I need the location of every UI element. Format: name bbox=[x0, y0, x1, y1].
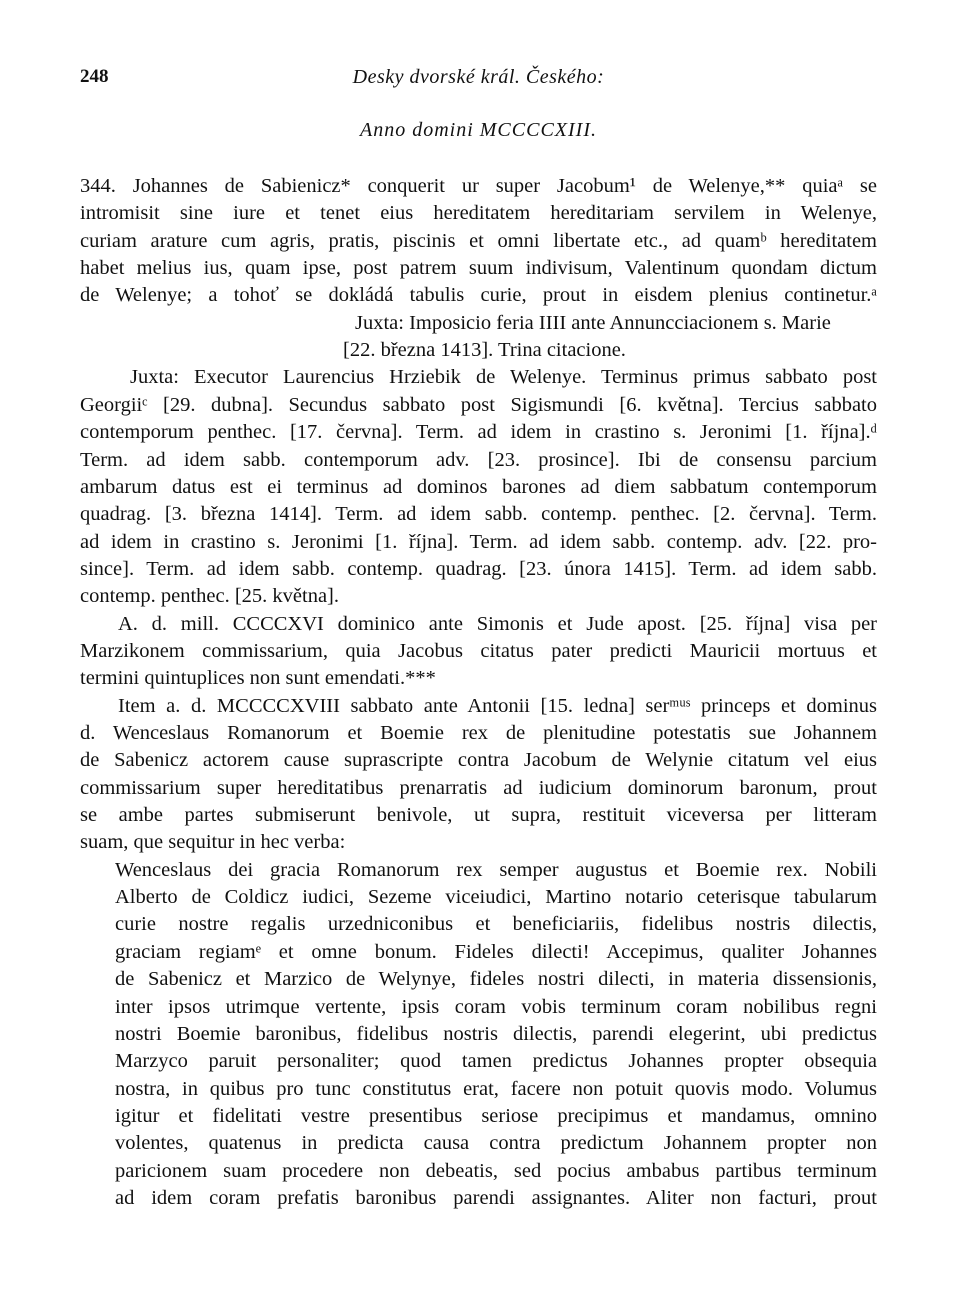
text-line: curiam arature cum agris, pratis, piscinis et omni libertate etc., ad quamᵇ hereditatem bbox=[80, 229, 877, 252]
running-title: Desky dvorské král. Českého: bbox=[352, 66, 605, 88]
text-line: igitur et fidelitati vestre presentibus seriose precipimus et mandamus, omnino bbox=[115, 1104, 877, 1127]
text-line: [22. března 1413]. Trina citacione. bbox=[343, 339, 626, 362]
text-line: paricionem suam procedere non debeatis, sed pocius ambabus partibus terminum bbox=[115, 1159, 877, 1182]
year-heading: Anno domini MCCCCXIII. bbox=[360, 119, 597, 141]
text-line: de Welenye; a tohoť se dokládá tabulis curie, prout in eisdem plenius continetur.ᵃ bbox=[80, 284, 877, 307]
text-line: intromisit sine iure et tenet eius hereditatem hereditariam servilem in Welenye, bbox=[80, 202, 877, 225]
text-line: Term. ad idem sabb. contemporum adv. [23. prosince]. Ibi de consensu parcium bbox=[80, 448, 877, 471]
text-line: since]. Term. ad idem sabb. contemp. quadrag. [23. února 1415]. Term. ad idem sabb. bbox=[80, 557, 877, 580]
text-line: inter ipsos utrimque vertente, ipsis coram vobis terminum coram nobilibus regni bbox=[115, 995, 877, 1018]
text-line: Marzikonem commissarium, quia Jacobus citatus pater predicti Mauricii mortuus et bbox=[80, 639, 877, 662]
text-line: d. Wenceslaus Romanorum et Boemie rex de plenitudine potestatis sue Johannem bbox=[80, 722, 877, 744]
text-line: quadrag. [3. března 1414]. Term. ad idem sabb. contemp. penthec. [2. června]. Term. bbox=[80, 503, 877, 526]
text-line: curie nostre regalis urzedniconibus et beneficiariis, fidelibus nostris dilectis, bbox=[115, 913, 877, 936]
text-line: de Sabenicz et Marzico de Welynye, fideles nostri dilecti, in materia dissensionis, bbox=[115, 968, 877, 991]
text-line: Alberto de Coldicz iudici, Sezeme viceiudici, Martino notario ceterisque tabularum bbox=[115, 886, 877, 909]
text-line: nostri Boemie baronibus, fidelibus nostris dilectis, parendi elegerint, ubi predictus bbox=[115, 1022, 877, 1045]
text-line: A. d. mill. CCCCXVI dominico ante Simonis et Jude apost. [25. října] visa per bbox=[118, 612, 877, 635]
text-line: habet melius ius, quam ipse, post patrem suum indivisum, Valentinum quondam dictum bbox=[80, 257, 877, 280]
text-line: ambarum datus est ei terminus ad dominos barones ad diem sabbatum contemporum bbox=[80, 475, 877, 498]
text-line: de Sabenicz actorem cause suprascripte contra Jacobum de Welynie citatum vel eius bbox=[80, 749, 877, 772]
text-line: suam, que sequitur in hec verba: bbox=[80, 831, 346, 854]
text-line: ad idem in crastino s. Jeronimi [1. října]. Term. ad idem sabb. contemp. adv. [22. pro- bbox=[80, 530, 877, 553]
text-line: Marzyco paruit personaliter; quod tamen predictus Johannes propter obsequia bbox=[115, 1050, 877, 1073]
text-line: termini quintuplices non sunt emendati.*** bbox=[80, 667, 436, 690]
page-number: 248 bbox=[80, 66, 109, 87]
text-line: Georgiiᶜ [29. dubna]. Secundus sabbato post Sigismundi [6. května]. Tercius sabbato bbox=[80, 393, 877, 416]
page-header bbox=[80, 66, 877, 96]
text-line: Juxta: Imposicio feria IIII ante Annuncciacionem s. Marie bbox=[355, 311, 831, 334]
text-line: Item a. d. MCCCCXVIII sabbato ante Antonii [15. ledna] serᵐᵘˢ princeps et dominus bbox=[118, 694, 877, 717]
text-line: Wenceslaus dei gracia Romanorum rex semper augustus et Boemie rex. Nobili bbox=[115, 858, 877, 881]
text-line: se ambe partes submiserunt benivole, ut supra, restituit viceversa per litteram bbox=[80, 804, 877, 827]
text-line: 344. Johannes de Sabienicz* conquerit ur super Jacobum¹ de Welenye,** quiaᵃ se bbox=[80, 175, 877, 197]
text-line: contemporum penthec. [17. června]. Term. ad idem in crastino s. Jeronimi [1. října].ᵈ bbox=[80, 421, 877, 444]
text-line: ad idem coram prefatis baronibus parendi assignantes. Aliter non facturi, prout bbox=[115, 1186, 877, 1209]
text-line: volentes, quatenus in predicta causa contra predictum Johannem propter non bbox=[115, 1132, 877, 1155]
text-line: Juxta: Executor Laurencius Hrziebik de Welenye. Terminus primus sabbato post bbox=[130, 366, 877, 389]
text-line: contemp. penthec. [25. května]. bbox=[80, 585, 340, 608]
text-line: commissarium super hereditatibus prenarratis ad iudicium dominorum baronum, prout bbox=[80, 776, 877, 799]
text-line: graciam regiamᵉ et omne bonum. Fideles dilecti! Accepimus, qualiter Johannes bbox=[115, 940, 877, 963]
text-line: nostra, in quibus pro tunc constitutus erat, facere non potuit quovis modo. Volumus bbox=[115, 1077, 877, 1100]
